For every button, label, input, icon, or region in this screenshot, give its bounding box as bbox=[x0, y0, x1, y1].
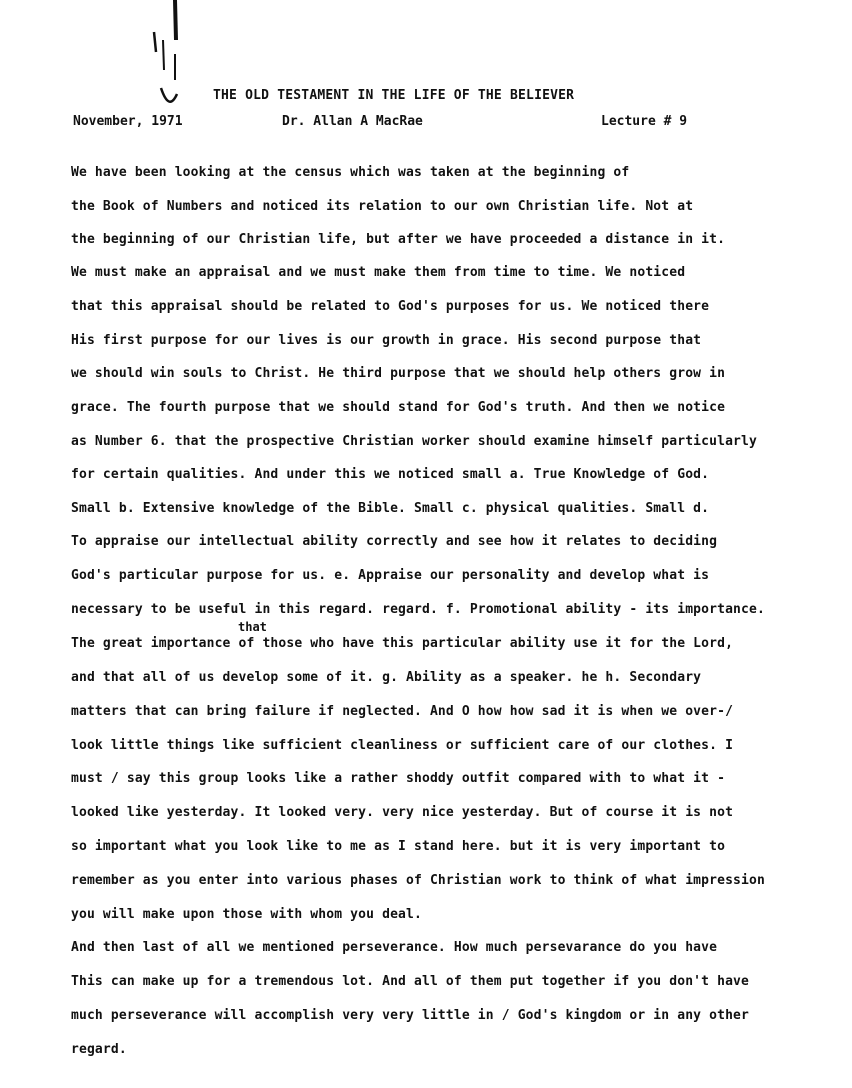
text-line: This can make up for a tremendous lot. And all of them put together if you don't have bbox=[71, 974, 750, 989]
text-line: matters that can bring failure if neglected. And O how how sad it is when we over-/ bbox=[71, 704, 734, 719]
document-title: THE OLD TESTAMENT IN THE LIFE OF THE BELIEVER bbox=[213, 88, 575, 103]
text-line: God's particular purpose for us. e. Appraise our personality and develop what is bbox=[71, 568, 710, 583]
text-line: for certain qualities. And under this we noticed small a. True Knowledge of God. bbox=[71, 467, 710, 482]
text-line: We must make an appraisal and we must make them from time to time. We noticed bbox=[71, 265, 686, 280]
lecture-number: Lecture # 9 bbox=[601, 114, 688, 129]
text-line: you will make upon those with whom you deal. bbox=[71, 907, 422, 922]
text-line: His first purpose for our lives is our growth in grace. His second purpose that bbox=[71, 333, 702, 348]
text-line: must / say this group looks like a rather shoddy outfit compared with to what it - bbox=[71, 771, 726, 786]
text-line: Small b. Extensive knowledge of the Bible. Small c. physical qualities. Small d. bbox=[71, 501, 710, 516]
text-line: To appraise our intellectual ability correctly and see how it relates to deciding bbox=[71, 534, 718, 549]
text-line: much perseverance will accomplish very very little in / God's kingdom or in any other bbox=[71, 1008, 750, 1023]
text-line: looked like yesterday. It looked very. very nice yesterday. But of course it is not bbox=[71, 805, 734, 820]
ink-mark bbox=[145, 0, 205, 120]
text-line: as Number 6. that the prospective Christian worker should examine himself particularly bbox=[71, 434, 757, 449]
lecture-date: November, 1971 bbox=[73, 114, 183, 129]
text-line: that this appraisal should be related to God's purposes for us. We noticed there bbox=[71, 299, 710, 314]
text-line: so important what you look like to me as I stand here. but it is very important to bbox=[71, 839, 726, 854]
text-line: regard. bbox=[71, 1042, 127, 1057]
text-line: grace. The fourth purpose that we should stand for God's truth. And then we notice bbox=[71, 400, 726, 415]
text-line: necessary to be useful in this regard. regard. f. Promotional ability - its importance. bbox=[71, 602, 765, 617]
text-line: And then last of all we mentioned perseverance. How much persevarance do you have bbox=[71, 940, 718, 955]
text-line: the Book of Numbers and noticed its relation to our own Christian life. Not at bbox=[71, 199, 694, 214]
lecture-author: Dr. Allan A MacRae bbox=[282, 114, 423, 129]
text-line: look little things like sufficient cleanliness or sufficient care of our clothes. I bbox=[71, 738, 734, 753]
text-line: and that all of us develop some of it. g. Ability as a speaker. he h. Secondary bbox=[71, 670, 702, 685]
text-line: We have been looking at the census which was taken at the beginning of bbox=[71, 165, 630, 180]
text-line: remember as you enter into various phases of Christian work to think of what impression bbox=[71, 873, 765, 888]
text-line: we should win souls to Christ. He third purpose that we should help others grow in bbox=[71, 366, 726, 381]
text-line: the beginning of our Christian life, but after we have proceeded a distance in it. bbox=[71, 232, 726, 247]
text-line: The great importance of those who have this particular ability use it for the Lord, bbox=[71, 636, 734, 651]
interlinear-note: that bbox=[238, 620, 267, 634]
